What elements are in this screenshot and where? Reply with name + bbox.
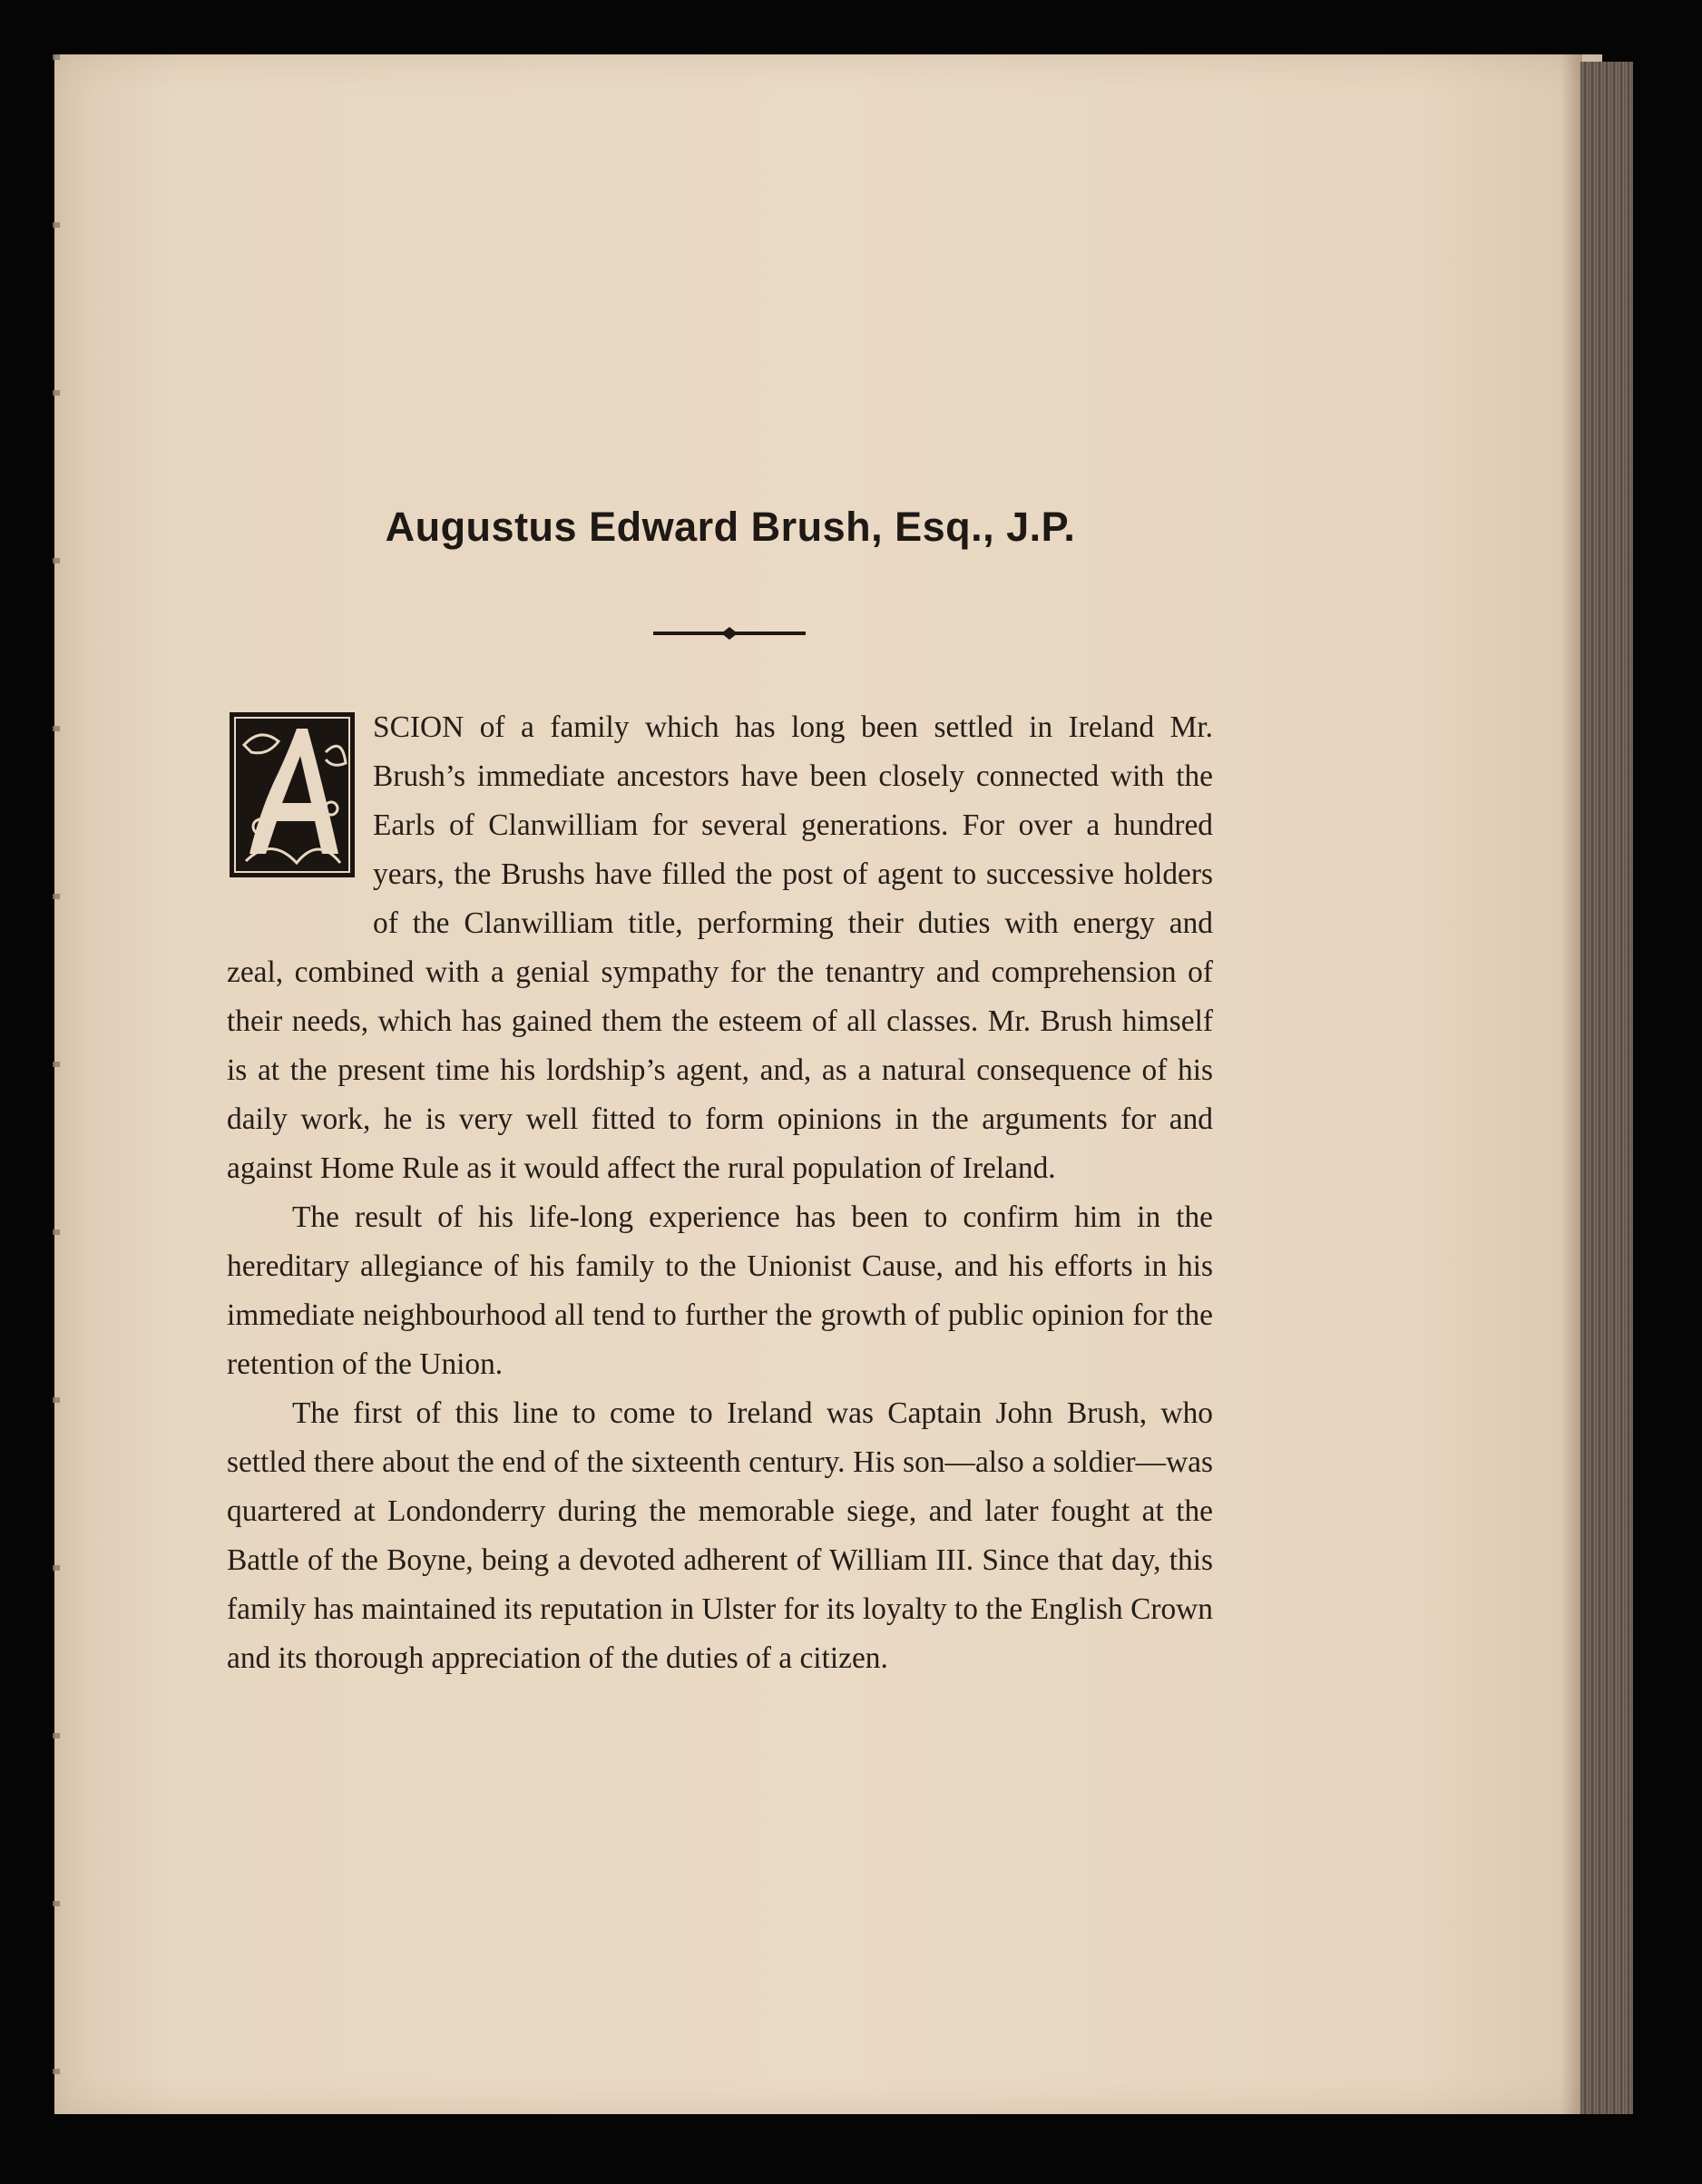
- paragraph-1-text: SCION of a family which has long been settled in Ireland Mr. Brush’s immediate ancestors have been closely connected with the Earls of Clanwilliam for several generations. For over a hundred years, the Brushs have filled the post of agent to successive holders of the Clanwilliam title, performing their duties with energy and zeal, combined with a genial sympathy for the tenantry and comprehension of their needs, which has gained them the esteem of all classes. Mr. Brush himself is at the present time his lordship’s agent, and, as a natural consequence of his daily work, he is very well fitted to form opinions in the arguments for and against Home Rule as it would affect the rural population of Ireland.: [227, 710, 1213, 1185]
- page-edges: [1580, 62, 1633, 2114]
- gutter-shadow: [1560, 54, 1582, 2114]
- decorated-initial-icon: [224, 709, 360, 906]
- paragraph-2: The result of his life-long experience has been to confirm him in the hereditary allegiance of his family to the Unionist Cause, and his efforts in his immediate neighbourhood all tend to further the growth of public opinion for the retention of the Union.: [227, 1200, 1213, 1381]
- binding-edge: [53, 54, 60, 2114]
- article-body: [227, 703, 1213, 1683]
- page-title: Augustus Edward Brush, Esq., J.P.: [385, 504, 1076, 550]
- paragraph-3: The first of this line to come to Ireland was Captain John Brush, who settled there about the end of the sixteenth century. His son—also a soldier—was quartered at Londonderry during the memorable siege, and later fought at the Battle of the Boyne, being a devoted adherent of William III. Since that day, this family has maintained its reputation in Ulster for its loyalty to the English Crown and its thorough appreciation of the duties of a citizen.: [227, 1396, 1213, 1675]
- diamond-rule-ornament-icon: [653, 624, 806, 642]
- paragraph-1: [227, 703, 1213, 1193]
